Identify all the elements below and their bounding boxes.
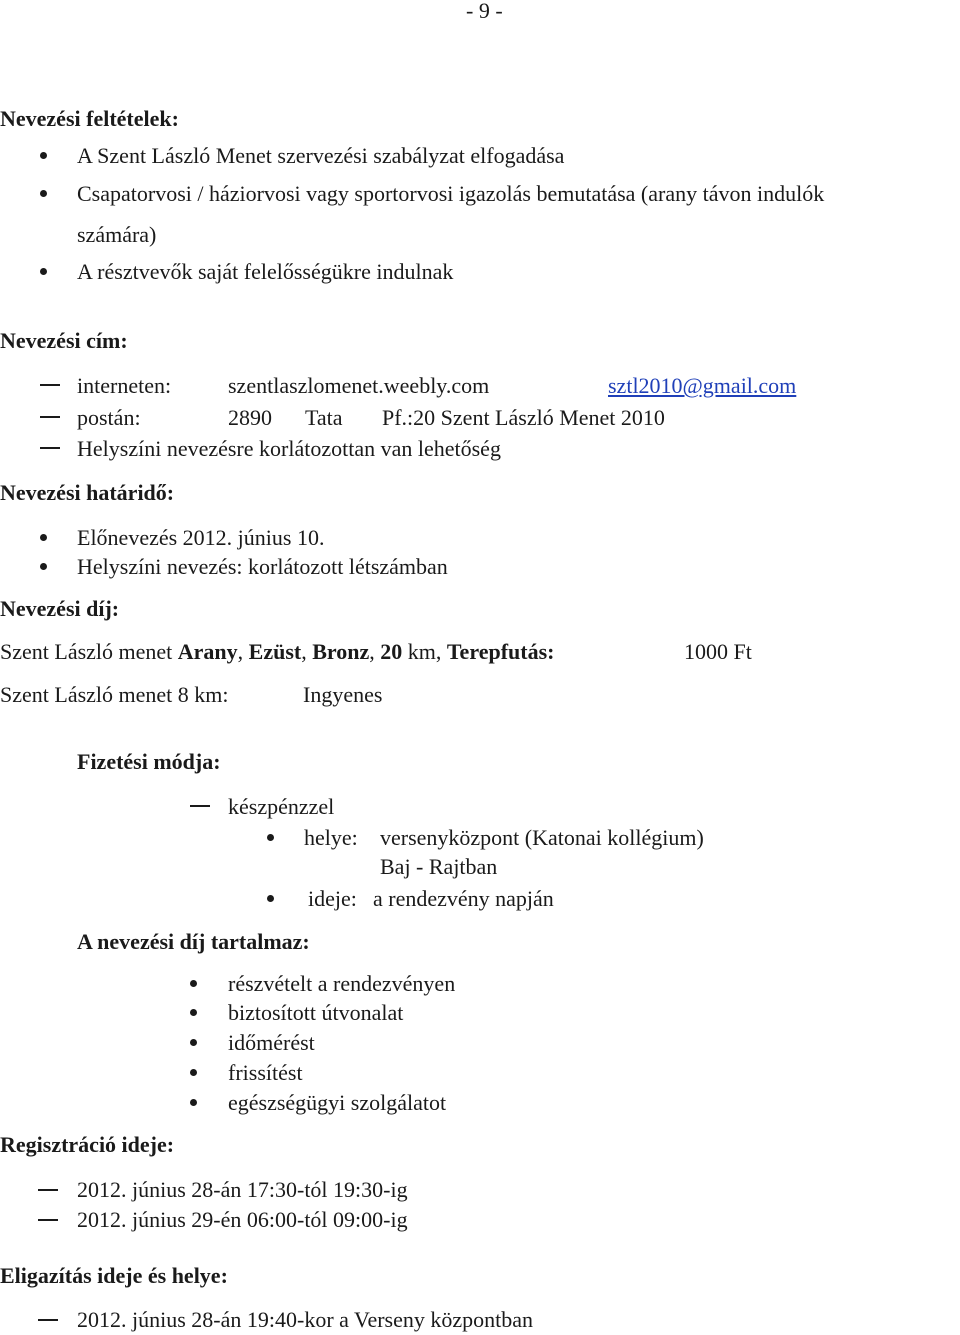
includes-item: részvételt a rendezvényen xyxy=(228,971,456,996)
bullet-icon xyxy=(40,190,47,197)
includes-item: időmérést xyxy=(228,1030,315,1055)
registration-item: 2012. június 28-án 17:30-tól 19:30-ig xyxy=(77,1177,408,1202)
post-zip: 2890 xyxy=(228,405,272,430)
payment-heading: Fizetési módja: xyxy=(77,749,221,774)
bullet-icon xyxy=(190,1099,197,1106)
payment-place-label: helye: xyxy=(304,825,358,850)
dash-icon xyxy=(40,384,60,386)
bullet-icon xyxy=(267,834,274,841)
payment-time-label: ideje: xyxy=(308,886,357,911)
condition-item: A Szent László Menet szervezési szabályzat elfogadása xyxy=(77,143,565,168)
dash-icon xyxy=(38,1219,58,1221)
payment-place-value: versenyközpont (Katonai kollégium) xyxy=(380,825,704,850)
includes-item: egészségügyi szolgálatot xyxy=(228,1090,447,1115)
fee-arany: Arany xyxy=(177,639,238,664)
page-number: - 9 - xyxy=(466,0,503,23)
bullet-icon xyxy=(190,1039,197,1046)
entry-address-heading: Nevezési cím: xyxy=(0,328,128,353)
post-label: postán: xyxy=(77,405,141,430)
deadline-item: Előnevezés 2012. június 10. xyxy=(77,525,325,550)
online-site: szentlaszlomenet.weebly.com xyxy=(228,373,490,398)
fee-separator: , xyxy=(237,639,249,664)
fee-price-1: 1000 Ft xyxy=(684,639,752,664)
post-box: Pf.:20 Szent László Menet 2010 xyxy=(382,405,665,430)
bullet-icon xyxy=(40,563,47,570)
fee-separator: , xyxy=(301,639,313,664)
fee-20: 20 xyxy=(380,639,403,664)
online-label: interneten: xyxy=(77,373,172,398)
payment-time-value: a rendezvény napján xyxy=(373,886,554,911)
bullet-icon xyxy=(190,1009,197,1016)
includes-item: biztosított útvonalat xyxy=(228,1000,404,1025)
includes-heading: A nevezési díj tartalmaz: xyxy=(77,929,310,954)
bullet-icon xyxy=(190,1069,197,1076)
dash-icon xyxy=(40,416,60,418)
dash-icon xyxy=(40,447,60,449)
deadline-item: Helyszíni nevezés: korlátozott létszámban xyxy=(77,554,448,579)
condition-item: A résztvevők saját felelősségükre indulnak xyxy=(77,259,454,284)
fee-km: km, xyxy=(402,639,447,664)
condition-item: Csapatorvosi / háziorvosi vagy sportorvosi igazolás bemutatása (arany távon indulók xyxy=(77,181,825,206)
fee-row-prefix: Szent László menet xyxy=(0,639,178,664)
bullet-icon xyxy=(190,980,197,987)
fee-ezust: Ezüst xyxy=(248,639,302,664)
briefing-heading: Eligazítás ideje és helye: xyxy=(0,1263,228,1288)
post-city: Tata xyxy=(305,405,343,430)
email-link[interactable]: sztl2010@gmail.com xyxy=(608,373,797,398)
fee-bronz: Bronz xyxy=(312,639,370,664)
bullet-icon xyxy=(40,534,47,541)
deadline-heading: Nevezési határidő: xyxy=(0,480,175,505)
dash-icon xyxy=(38,1189,58,1191)
registration-heading: Regisztráció ideje: xyxy=(0,1132,175,1157)
registration-item: 2012. június 29-én 06:00-tól 09:00-ig xyxy=(77,1207,408,1232)
fee-separator: , xyxy=(369,639,381,664)
entry-conditions-heading: Nevezési feltételek: xyxy=(0,106,179,131)
includes-item: frissítést xyxy=(228,1060,303,1085)
fee-row-1 xyxy=(0,641,554,663)
payment-cash: készpénzzel xyxy=(228,794,335,819)
fee-terep: Terepfutás: xyxy=(446,639,555,664)
fee-row-2-label: Szent László menet 8 km: xyxy=(0,682,229,707)
dash-icon xyxy=(190,805,210,807)
bullet-icon xyxy=(40,268,47,275)
payment-place-value-2: Baj - Rajtban xyxy=(380,854,498,879)
briefing-item: 2012. június 28-án 19:40-kor a Verseny központban xyxy=(77,1307,534,1332)
dash-icon xyxy=(38,1319,58,1321)
condition-item-continued: számára) xyxy=(77,222,157,247)
fee-price-2: Ingyenes xyxy=(303,682,383,707)
fee-heading: Nevezési díj: xyxy=(0,596,120,621)
bullet-icon xyxy=(267,895,274,902)
bullet-icon xyxy=(40,152,47,159)
onsite-note: Helyszíni nevezésre korlátozottan van lehetőség xyxy=(77,436,501,461)
